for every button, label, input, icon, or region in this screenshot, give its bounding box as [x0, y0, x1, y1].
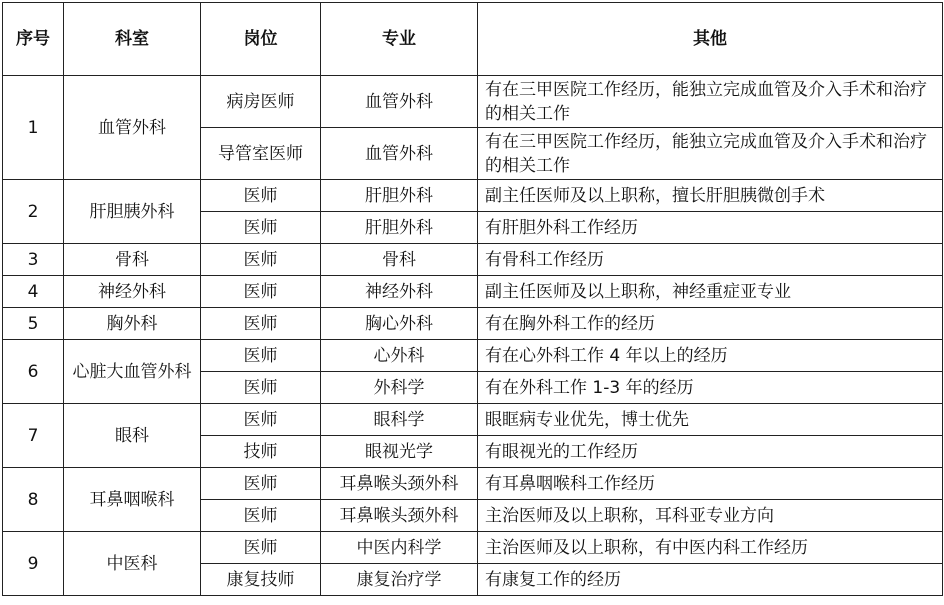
header-department: 科室 — [64, 3, 201, 76]
cell-department: 中医科 — [64, 532, 201, 596]
cell-index: 1 — [3, 76, 64, 180]
cell-index: 8 — [3, 468, 64, 532]
cell-index: 2 — [3, 180, 64, 244]
cell-department: 肝胆胰外科 — [64, 180, 201, 244]
table-row — [3, 308, 943, 340]
cell-department: 神经外科 — [64, 276, 201, 308]
cell-other: 有眼视光的工作经历 — [478, 436, 943, 468]
cell-major: 康复治疗学 — [321, 564, 478, 596]
cell-position: 康复技师 — [201, 564, 321, 596]
cell-major: 心外科 — [321, 340, 478, 372]
cell-position: 医师 — [201, 180, 321, 212]
cell-major: 胸心外科 — [321, 308, 478, 340]
table-row — [3, 468, 943, 500]
table-row — [3, 340, 943, 372]
cell-other: 有骨科工作经历 — [478, 244, 943, 276]
cell-position: 导管室医师 — [201, 128, 321, 180]
cell-major: 血管外科 — [321, 128, 478, 180]
header-major: 专业 — [321, 3, 478, 76]
cell-position: 医师 — [201, 212, 321, 244]
cell-major: 耳鼻喉头颈外科 — [321, 500, 478, 532]
cell-position: 病房医师 — [201, 76, 321, 128]
table-row — [3, 404, 943, 436]
header-index: 序号 — [3, 3, 64, 76]
recruitment-table — [2, 2, 943, 596]
cell-position: 医师 — [201, 340, 321, 372]
cell-department: 胸外科 — [64, 308, 201, 340]
cell-position: 医师 — [201, 468, 321, 500]
cell-major: 中医内科学 — [321, 532, 478, 564]
cell-major: 骨科 — [321, 244, 478, 276]
cell-other: 有在心外科工作 4 年以上的经历 — [478, 340, 943, 372]
header-position: 岗位 — [201, 3, 321, 76]
cell-position: 医师 — [201, 372, 321, 404]
cell-department: 眼科 — [64, 404, 201, 468]
cell-other: 有在三甲医院工作经历，能独立完成血管及介入手术和治疗的相关工作 — [478, 76, 943, 128]
cell-index: 7 — [3, 404, 64, 468]
cell-major: 耳鼻喉头颈外科 — [321, 468, 478, 500]
cell-index: 3 — [3, 244, 64, 276]
cell-index: 9 — [3, 532, 64, 596]
cell-position: 医师 — [201, 404, 321, 436]
table-row — [3, 276, 943, 308]
cell-index: 4 — [3, 276, 64, 308]
cell-index: 5 — [3, 308, 64, 340]
cell-major: 眼视光学 — [321, 436, 478, 468]
cell-other: 副主任医师及以上职称，擅长肝胆胰微创手术 — [478, 180, 943, 212]
header-other: 其他 — [478, 3, 943, 76]
cell-position: 医师 — [201, 308, 321, 340]
cell-other: 主治医师及以上职称，耳科亚专业方向 — [478, 500, 943, 532]
cell-position: 医师 — [201, 532, 321, 564]
cell-major: 血管外科 — [321, 76, 478, 128]
cell-department: 骨科 — [64, 244, 201, 276]
table-row — [3, 76, 943, 128]
cell-major: 肝胆外科 — [321, 212, 478, 244]
cell-other: 副主任医师及以上职称，神经重症亚专业 — [478, 276, 943, 308]
cell-other: 有肝胆外科工作经历 — [478, 212, 943, 244]
cell-major: 神经外科 — [321, 276, 478, 308]
cell-position: 医师 — [201, 276, 321, 308]
cell-major: 肝胆外科 — [321, 180, 478, 212]
cell-index: 6 — [3, 340, 64, 404]
cell-other: 眼眶病专业优先，博士优先 — [478, 404, 943, 436]
cell-position: 技师 — [201, 436, 321, 468]
cell-position: 医师 — [201, 244, 321, 276]
table-row — [3, 532, 943, 564]
cell-other: 有在胸外科工作的经历 — [478, 308, 943, 340]
cell-department: 心脏大血管外科 — [64, 340, 201, 404]
table-row — [3, 180, 943, 212]
table-row — [3, 244, 943, 276]
cell-major: 外科学 — [321, 372, 478, 404]
cell-other: 有在外科工作 1-3 年的经历 — [478, 372, 943, 404]
cell-major: 眼科学 — [321, 404, 478, 436]
cell-other: 主治医师及以上职称，有中医内科工作经历 — [478, 532, 943, 564]
table-header-row — [3, 3, 943, 76]
cell-position: 医师 — [201, 500, 321, 532]
cell-other: 有在三甲医院工作经历，能独立完成血管及介入手术和治疗的相关工作 — [478, 128, 943, 180]
cell-department: 耳鼻咽喉科 — [64, 468, 201, 532]
cell-other: 有康复工作的经历 — [478, 564, 943, 596]
cell-department: 血管外科 — [64, 76, 201, 180]
cell-other: 有耳鼻咽喉科工作经历 — [478, 468, 943, 500]
